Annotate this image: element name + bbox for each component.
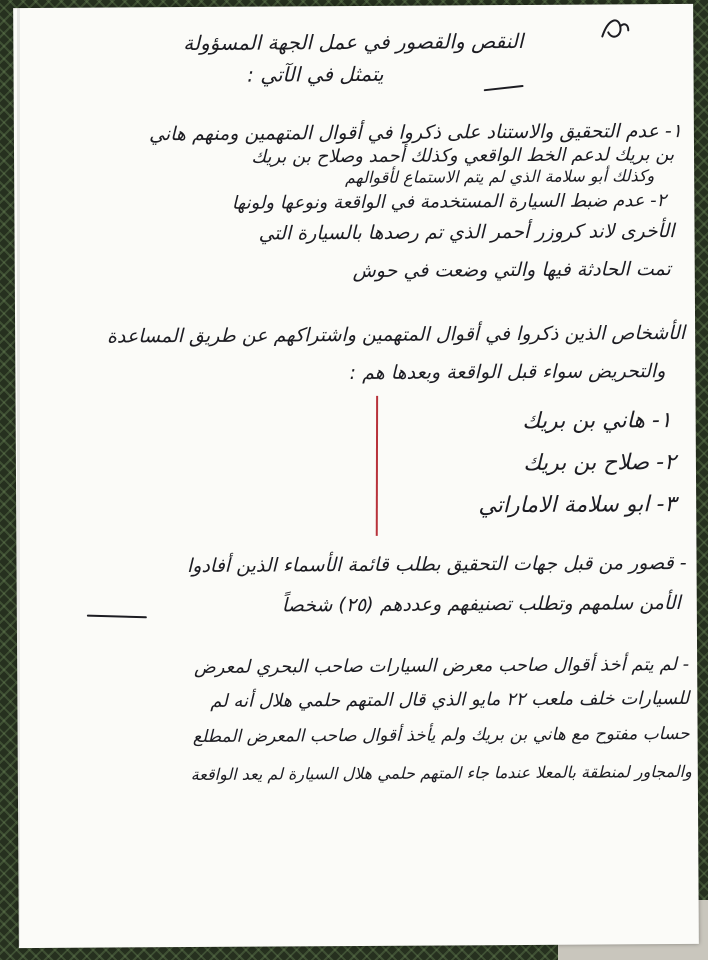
red-vertical-mark [376,396,378,536]
point-2-line-3: تمت الحادثة فيها والتي وضعت في حوش [352,258,671,283]
point-1-line-2: بن بريك لدعم الخط الواقعي وكذلك أحمد وصلاح بن بريك [251,144,675,168]
persons-intro-line-1: الأشخاص الذين ذكروا في أقوال المتهمين واشتراكهم عن طريق المساعدة [106,321,686,348]
statement-line-3: حساب مفتوح مع هاني بن بريك ولم يأخذ أقوال صاحب المعرض المطلع [192,723,690,748]
statement-line-4: والمجاور لمنطقة بالمعلا عندما جاء المتهم حلمي هلال السيارة لم يعد الواقعة [190,761,692,785]
heading-line-2: يتمثل في الآتي : [247,61,384,87]
person-item-3: ٣- ابو سلامة الاماراتي [478,492,677,519]
shortcoming-line-2: الأمن سلمهم وتطلب تصنيفهم وعددهم (٢٥) شخصاً [281,592,681,617]
point-1-line-3: وكذلك أبو سلامة الذي لم يتم الاستماع لأقوالهم [344,166,655,188]
persons-intro-line-2: والتحريض سواء قبل الواقعة وبعدها هم : [349,360,666,385]
statement-line-2: للسيارات خلف ملعب ٢٢ مايو الذي قال المتهم حلمي هلال أنه لم [210,687,690,712]
shortcoming-line-1: - قصور من قبل جهات التحقيق بطلب قائمة الأسماء الذين أفادوا [186,551,687,578]
person-item-2: ٢- صلاح بن بريك [523,450,677,476]
underline-stroke [484,85,524,91]
heading-line-1: النقص والقصور في عمل الجهة المسؤولة [183,28,524,56]
point-2-line-2: الأخرى لاند كروزر أحمر الذي تم رصدها بالسيارة التي [258,220,675,245]
point-1-line-1: ١- عدم التحقيق والاستناد على ذكروا في أقوال المتهمين ومنهم هاني [148,120,682,146]
paper-edge-shadow [17,6,20,946]
handwritten-page [13,4,699,948]
statement-line-1: - لم يتم أخذ أقوال صاحب معرض السيارات صاحب البحري لمعرض [193,653,690,678]
corner-initial-mark [598,12,632,46]
point-2-line-1: ٢- عدم ضبط السيارة المستخدمة في الواقعة ونوعها ولونها [231,190,667,214]
person-item-1: ١- هاني بن بريك [522,408,672,434]
underline-stroke [87,615,147,619]
